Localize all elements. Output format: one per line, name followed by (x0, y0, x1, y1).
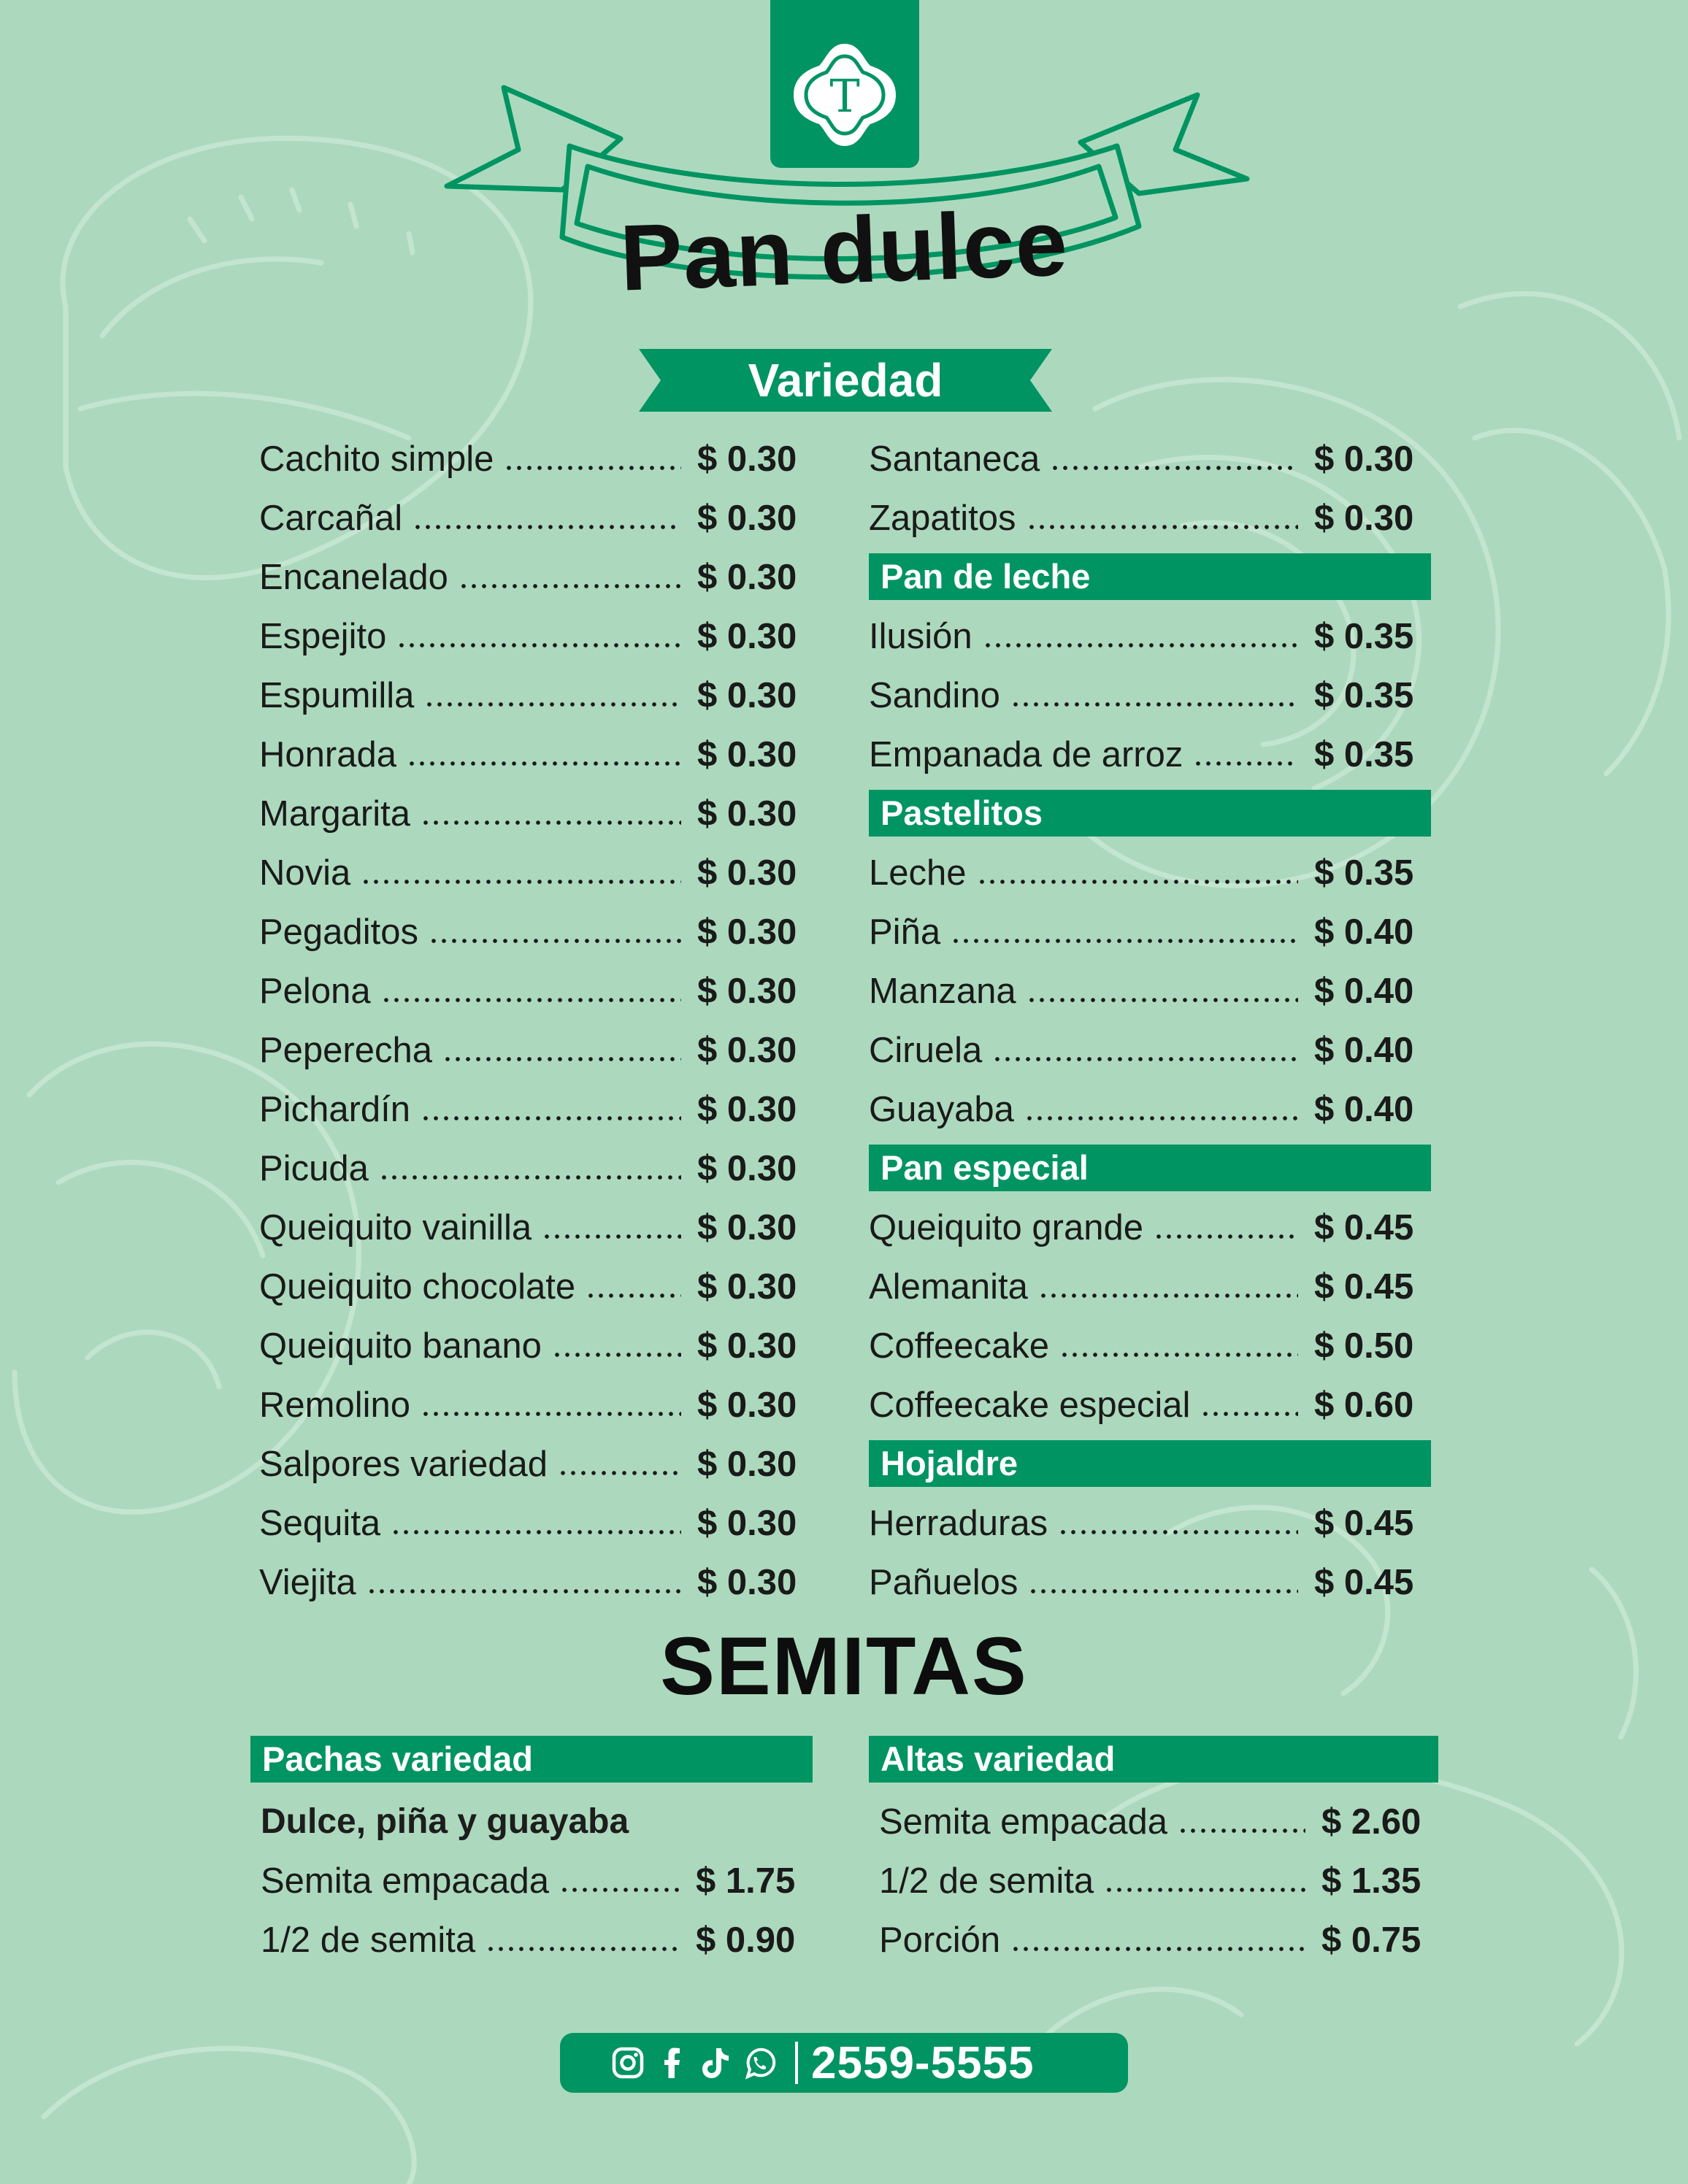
menu-item-price: $ 0.30 (697, 1030, 797, 1070)
menu-item-price: $ 0.35 (1314, 734, 1414, 774)
dot-leader (486, 1947, 680, 1951)
menu-item-name: Zapatitos (869, 498, 1016, 538)
dot-leader (1104, 1888, 1305, 1892)
menu-item-row (259, 1553, 814, 1612)
menu-item-row (869, 1080, 1431, 1139)
menu-item-name: Queiquito banano (259, 1326, 542, 1366)
category-bar-altas: Altas variedad (869, 1736, 1438, 1783)
menu-item-price: $ 0.30 (697, 498, 797, 538)
menu-item-name: Piña (869, 912, 941, 952)
dot-leader (1010, 1947, 1305, 1951)
menu-item-price: $ 0.40 (1314, 1030, 1414, 1070)
menu-item-name: Queiquito grande (869, 1207, 1143, 1247)
menu-item-price: $ 0.45 (1314, 1207, 1414, 1247)
menu-item-price: $ 0.30 (697, 557, 797, 597)
menu-item-price: $ 0.30 (697, 439, 797, 479)
menu-item-name: Novia (259, 853, 351, 893)
menu-item-price: $ 0.30 (697, 912, 797, 952)
dot-leader (421, 1116, 681, 1120)
menu-item-row (869, 1316, 1431, 1375)
menu-item-name: Guayaba (869, 1089, 1014, 1129)
menu-item-row (250, 1910, 813, 1969)
menu-item-price: $ 0.30 (697, 1385, 797, 1425)
menu-item-row (869, 961, 1431, 1020)
menu-item-name: Picuda (259, 1148, 369, 1188)
menu-item-row (259, 547, 814, 607)
menu-item-row (869, 1375, 1431, 1434)
menu-item-row (869, 843, 1431, 902)
dot-leader (413, 525, 681, 529)
menu-item-row (259, 961, 814, 1020)
dot-leader (379, 1175, 681, 1180)
menu-item-name: Semita empacada (261, 1861, 549, 1901)
menu-item-row (259, 488, 814, 547)
dot-leader (552, 1353, 681, 1357)
menu-item-name: Sandino (869, 675, 1000, 715)
dot-leader (1038, 1293, 1298, 1298)
menu-item-row (869, 666, 1431, 725)
menu-item-name: Salpores variedad (259, 1444, 548, 1484)
dot-leader (1058, 1530, 1298, 1534)
menu-item-row (259, 1080, 814, 1139)
phone-number[interactable]: 2559-5555 (811, 2037, 1035, 2088)
menu-item-price: $ 0.30 (697, 1089, 797, 1129)
page-title: Pan dulce (618, 191, 1070, 311)
menu-item-name: Peperecha (259, 1030, 433, 1070)
dot-leader (459, 584, 681, 588)
tiktok-icon[interactable] (697, 2045, 734, 2081)
menu-item-row (259, 429, 814, 488)
menu-item-row (259, 784, 814, 843)
dot-leader (983, 643, 1298, 647)
menu-item-price: $ 0.90 (696, 1920, 796, 1960)
menu-item-name: Porción (879, 1920, 1001, 1960)
menu-item-name: Pegaditos (259, 912, 418, 952)
instagram-icon[interactable] (610, 2045, 646, 2081)
menu-item-name: Queiquito vainilla (259, 1207, 532, 1247)
menu-item-price: $ 0.30 (697, 1207, 797, 1247)
menu-item-row (259, 1257, 814, 1316)
dot-leader (1024, 1116, 1298, 1120)
menu-item-price: $ 0.75 (1321, 1920, 1422, 1960)
menu-item-name: Pelona (259, 971, 371, 1011)
semitas-altas-section (869, 1734, 1438, 1969)
menu-item-price: $ 0.30 (697, 793, 797, 834)
dot-leader (1050, 466, 1298, 470)
menu-item-row (259, 1434, 814, 1493)
menu-item-name: Viejita (259, 1562, 356, 1602)
menu-item-name: Herraduras (869, 1503, 1048, 1543)
dot-leader (1154, 1234, 1298, 1239)
pachas-subtitle: Dulce, piña y guayaba (261, 1802, 629, 1841)
dot-leader (1178, 1829, 1305, 1833)
menu-item-price: $ 0.30 (697, 1148, 797, 1188)
menu-item-price: $ 2.60 (1321, 1802, 1422, 1842)
menu-item-row (869, 1020, 1431, 1080)
dot-leader (407, 761, 681, 766)
category-bar: Pastelitos (869, 790, 1431, 837)
menu-item-name: Semita empacada (879, 1802, 1167, 1842)
menu-item-row (869, 1851, 1438, 1910)
menu-item-price: $ 0.35 (1314, 616, 1414, 656)
menu-item-name: Encanelado (259, 557, 448, 597)
dot-leader (586, 1293, 681, 1298)
menu-item-price: $ 0.45 (1314, 1562, 1414, 1602)
menu-item-name: Pañuelos (869, 1562, 1018, 1602)
menu-item-price: $ 0.30 (697, 853, 797, 893)
dot-leader (542, 1234, 681, 1239)
menu-item-name: Leche (869, 853, 967, 893)
menu-item-row (259, 725, 814, 784)
menu-item-price: $ 0.30 (697, 1503, 797, 1543)
dot-leader (559, 1888, 680, 1892)
menu-item-price: $ 0.30 (697, 1444, 797, 1484)
dot-leader (421, 1412, 681, 1416)
contact-footer (560, 2033, 1128, 2093)
menu-item-name: Ilusión (869, 616, 972, 656)
footer-separator (795, 2042, 798, 2084)
category-bar: Pan de leche (869, 553, 1431, 600)
category-bar-pachas: Pachas variedad (250, 1736, 813, 1783)
logo-letter: T (829, 69, 860, 123)
social-icons (610, 2045, 785, 2081)
section-ribbon-variedad (639, 349, 1052, 412)
menu-item-name: Coffeecake (869, 1326, 1049, 1366)
dot-leader (504, 466, 681, 470)
semitas-title: SEMITAS (660, 1620, 1028, 1712)
whatsapp-icon[interactable] (741, 2045, 778, 2081)
menu-item-price: $ 0.40 (1314, 971, 1414, 1011)
menu-item-row (259, 902, 814, 961)
menu-item-price: $ 0.45 (1314, 1266, 1414, 1307)
menu-item-price: $ 0.30 (697, 1266, 797, 1307)
menu-item-price: $ 0.60 (1314, 1385, 1414, 1425)
menu-item-row (869, 1910, 1438, 1969)
menu-item-name: Carcañal (259, 498, 403, 538)
menu-item-name: Margarita (259, 793, 410, 834)
menu-item-row (869, 607, 1431, 666)
menu-item-price: $ 0.30 (697, 616, 797, 656)
menu-item-name: 1/2 de semita (261, 1920, 476, 1960)
menu-item-name: Alemanita (869, 1266, 1028, 1307)
menu-item-name: Espumilla (259, 675, 415, 715)
menu-item-price: $ 0.30 (697, 971, 797, 1011)
menu-item-name: Queiquito chocolate (259, 1266, 576, 1307)
section-title-variedad: Variedad (748, 354, 943, 407)
dot-leader (381, 998, 681, 1002)
menu-item-row (259, 1139, 814, 1198)
dot-leader (429, 939, 681, 943)
dot-leader (1059, 1353, 1298, 1357)
menu-item-name: Santaneca (869, 439, 1040, 479)
menu-item-row (869, 1493, 1431, 1553)
semitas-pachas-section (250, 1734, 813, 1969)
menu-item-name: Pichardín (259, 1089, 411, 1129)
menu-item-name: 1/2 de semita (879, 1861, 1094, 1901)
menu-item-price: $ 0.50 (1314, 1326, 1414, 1366)
dot-leader (391, 1530, 681, 1534)
menu-item-row (250, 1851, 813, 1910)
menu-item-name: Ciruela (869, 1030, 983, 1070)
menu-item-row (869, 429, 1431, 488)
dot-leader (1193, 761, 1298, 766)
dot-leader (1028, 1589, 1298, 1593)
dot-leader (421, 820, 681, 825)
menu-item-price: $ 0.45 (1314, 1503, 1414, 1543)
menu-item-name: Remolino (259, 1385, 410, 1425)
dot-leader (1027, 998, 1298, 1002)
menu-item-row (869, 725, 1431, 784)
menu-item-price: $ 0.30 (697, 1562, 797, 1602)
menu-item-name: Manzana (869, 971, 1016, 1011)
menu-column-left (259, 429, 814, 1612)
dot-leader (1200, 1412, 1298, 1416)
menu-item-price: $ 0.35 (1314, 853, 1414, 893)
menu-item-price: $ 0.40 (1314, 1089, 1414, 1129)
menu-item-price: $ 0.30 (1314, 439, 1414, 479)
menu-item-name: Espejito (259, 616, 387, 656)
title-banner (438, 80, 1250, 321)
dot-leader (558, 1471, 681, 1475)
menu-item-price: $ 0.30 (1314, 498, 1414, 538)
dot-leader (992, 1057, 1298, 1061)
category-bar: Pan especial (869, 1145, 1431, 1191)
dot-leader (424, 702, 681, 707)
menu-item-name: Sequita (259, 1503, 381, 1543)
dot-leader (1010, 702, 1298, 707)
menu-item-price: $ 0.30 (697, 1326, 797, 1366)
menu-item-price: $ 0.30 (697, 675, 797, 715)
menu-item-row (869, 488, 1431, 547)
menu-item-row (259, 666, 814, 725)
menu-item-price: $ 1.35 (1321, 1861, 1422, 1901)
menu-item-name: Empanada de arroz (869, 734, 1183, 774)
menu-item-row (259, 1493, 814, 1553)
menu-column-right (869, 429, 1431, 1612)
menu-item-row (869, 1198, 1431, 1257)
menu-item-row (869, 1257, 1431, 1316)
dot-leader (367, 1589, 681, 1593)
dot-leader (396, 643, 681, 647)
menu-item-name: Honrada (259, 734, 396, 774)
dot-leader (442, 1057, 681, 1061)
menu-item-row (259, 843, 814, 902)
menu-item-price: $ 1.75 (696, 1861, 796, 1901)
menu-item-row (869, 1792, 1438, 1851)
menu-item-name: Cachito simple (259, 439, 494, 479)
menu-item-name: Coffeecake especial (869, 1385, 1191, 1425)
menu-item-price: $ 0.40 (1314, 912, 1414, 952)
menu-item-row (259, 1316, 814, 1375)
menu-item-price: $ 0.35 (1314, 675, 1414, 715)
menu-item-row (869, 1553, 1431, 1612)
dot-leader (1027, 525, 1298, 529)
menu-item-row (259, 1198, 814, 1257)
menu-item-row (259, 1375, 814, 1434)
menu-item-row (259, 607, 814, 666)
menu-item-row (259, 1020, 814, 1080)
menu-item-row (869, 902, 1431, 961)
dot-leader (361, 880, 681, 884)
facebook-icon[interactable] (653, 2045, 690, 2081)
dot-leader (977, 880, 1298, 884)
dot-leader (951, 939, 1298, 943)
menu-item-price: $ 0.30 (697, 734, 797, 774)
category-bar: Hojaldre (869, 1440, 1431, 1487)
